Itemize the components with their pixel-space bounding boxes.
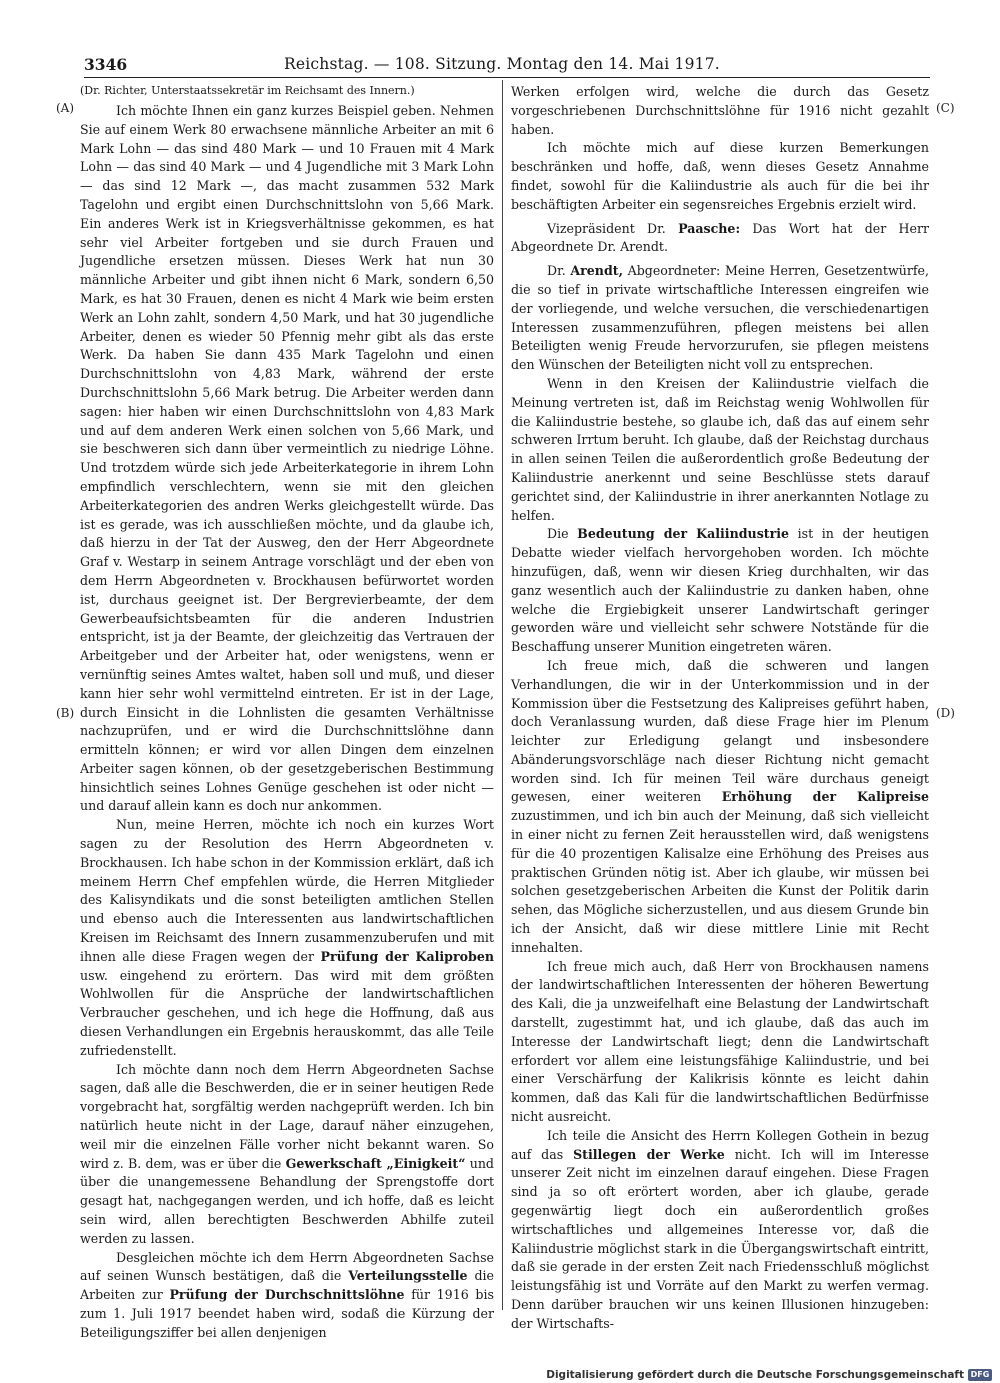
paragraph <box>80 816 494 1060</box>
paragraph-text: Ich möchte dann noch dem Herrn Abgeordneten Sachse sagen, daß alle die Beschwerden, die er in seiner heutigen Rede vorgebracht hat, sorgfältig werden nachgeprüft werden. Ich bin natürlich heute nicht in der Lage, darauf näher einzugehen, weil mir die einzelnen Fälle vorher nicht bekannt waren. So wird z. B. dem, was er über die <box>80 1061 494 1171</box>
page-number: 3346 <box>84 55 128 74</box>
margin-mark-b: (B) <box>56 706 75 720</box>
paragraph-text: Das Wort hat der Herr Abgeordnete Dr. Arendt. <box>511 220 929 255</box>
speaker-note: (Dr. Richter, Unterstaatssekretär im Reichsamt des Innern.) <box>80 84 415 97</box>
paragraph <box>511 220 929 258</box>
margin-mark-a: (A) <box>56 101 75 115</box>
paragraph: Wenn in den Kreisen der Kaliindustrie vielfach die Meinung vertreten ist, daß im Reichstag wenig Wohlwollen für die Kaliindustrie bestehe, so glaube ich, daß das auf einem sehr schweren Irrtum beruht. Ich glaube, daß der Reichstag durchaus in allen seinen Teilen die außerordentlich große Bedeutung der Kaliindustrie anerkennt und seine Beschlüsse stets darauf gerichtet sind, der Kaliindustrie in ihrer anerkannten Notlage zu helfen. <box>511 375 929 523</box>
paragraph <box>511 1127 929 1334</box>
page-header <box>84 55 930 75</box>
speaker-name: Paasche: <box>678 220 741 236</box>
paragraph: Werken erfolgen wird, welche die durch das Gesetz vorgeschriebenen Durchschnittslöhne für 1916 nicht gezahlt haben. <box>511 84 929 137</box>
paragraph-text: usw. eingehend zu erörtern. Das wird mit dem größten Wohlwollen für die Ansprüche der landwirtschaftlichen Verbraucher geschehen, und ich hege die Hoffnung, daß aus diesen Verhandlungen ein Ergebnis herauskommt, das alle Teile zufriedenstellt. <box>80 967 494 1058</box>
paragraph-text: Ich freue mich, daß die schweren und langen Verhandlungen, die wir in der Unterkommission und in der Kommission über die Festsetzung des Kalipreises geführt haben, doch Veranlassung wurden, daß diese Frage hier im Plenum leichter zur Erledigung gelangt und insbesondere Abänderungsvorschläge nach dieser Richtung nicht gemacht worden sind. Ich für meinen Teil wäre durchaus geneigt gewesen, einer weiteren <box>511 657 929 805</box>
paragraph <box>511 262 929 375</box>
running-title: Reichstag. — 108. Sitzung. Montag den 14. Mai 1917. <box>284 55 720 73</box>
header-rule <box>84 77 930 78</box>
footer-text: Digitalisierung gefördert durch die Deutsche Forschungsgemeinschaft <box>546 1369 964 1381</box>
paragraph-text: ist in der heutigen Debatte wieder vielfach hervorgehoben worden. Ich möchte hinzufügen, daß, wenn wir diesen Krieg durchhalten, wir das ganz wesentlich auch der Kaliindustrie zu danken haben, ohne welche die Ergiebigkeit unserer Landwirtschaft geringer geworden wäre und vielleicht sehr schwere Notstände für die Beschaffung unserer Munition eingetreten wären. <box>511 526 929 655</box>
paragraph <box>511 525 929 657</box>
paragraph: Ich freue mich auch, daß Herr von Brockhausen namens der landwirtschaftlichen Interessenten der höheren Bewertung des Kali, die ja unzweifelhaft eine Belastung der Landwirtschaft darstellt, zugestimmt hat, und ich glaube, daß das auch im Interesse der Landwirtschaft liegt; denn die Landwirtschaft erfordert vor allem eine leistungsfähige Kaliindustrie, und bei einer Verschärfung der Kalikrisis könnte es leicht dahin kommen, daß das Kali für die landwirtschaftlichen Bedürfnisse nicht ausreicht. <box>511 958 929 1125</box>
paragraph-text: Desgleichen möchte ich dem Herrn Abgeordneten Sachse auf seinen Wunsch bestätigen, daß die <box>80 1249 494 1284</box>
paragraph-text: Die <box>547 526 569 542</box>
right-column <box>511 83 929 1334</box>
paragraph-text: für 1916 bis zum 1. Juli 1917 beendet haben wird, sodaß die Kürzung der Beteiligungsziffer bei allen denjenigen <box>80 1287 494 1340</box>
paragraph-text: zuzustimmen, und ich bin auch der Meinung, daß sich vielleicht in einer nicht zu fernen Zeit herausstellen wird, daß wenigstens für die 40 prozentigen Kalisalze eine Erhöhung des Preises aus praktischen Gründen nötig ist. Aber ich glaube, wir müssen bei solchen gesetzgeberischen Arbeiten die Kunst der Politik darin sehen, das Mögliche sicherzustellen, und aus diesem Grunde bin ich der Ansicht, daß wir diese mittlere Linie mit Recht innehalten. <box>511 808 929 955</box>
emphasis-text: Prüfung der Durchschnittslöhne <box>169 1287 405 1303</box>
paragraph <box>80 1061 494 1249</box>
paragraph: Ich möchte Ihnen ein ganz kurzes Beispiel geben. Nehmen Sie auf einem Werk 80 erwachsene männliche Arbeiter an mit 6 Mark Lohn — das sind 480 Mark — und 10 Frauen mit 4 Mark Lohn — das sind 40 Mark — und 4 Jugendliche mit 3 Mark Lohn — das sind 12 Mark —, das macht zusammen 532 Mark Tagelohn und ergibt einen Durchschnittslohn von 5,66 Mark. Ein anderes Werk ist in Kriegsverhältnisse gekommen, es hat sehr viel Arbeiter fortgeben und sie durch Frauen und Jugendliche ersetzen müssen. Dieses Werk hat nun 30 männliche Arbeiter und gibt ihnen nicht 6 Mark, sondern 6,50 Mark, es hat 30 Frauen, denen es nicht 4 Mark wie beim ersten Werk an Lohn zahlt, sondern 4,50 Mark, und hat 30 jugendliche Arbeiter, denen es wieder 50 Pfennig mehr gibt als das erste Werk. Da haben Sie dann 435 Mark Tagelohn und einen Durchschnittslohn von 4,83 Mark, während der erste Durchschnittslohn 5,66 Mark betrug. Die Arbeiter werden dann sagen: hier haben wir einen Durchschnittslohn von 4,83 Mark und auf dem anderen Werk einen solchen von 5,66 Mark, und sie beschweren sich dann über vermeintlich zu niedrige Löhne. Und trotzdem würde sich jede Arbeiterkategorie in ihrem Lohn empfindlich verschlechtern, wenn sie mit den gleichen Arbeiterkategorien des andren Werks gleichgestellt würde. Das ist es gerade, was ich ausschließen möchte, und da glaube ich, daß hierzu in der Tat der Ausweg, den der Herr Abgeordnete Graf v. Westarp in seinem Antrage vorschlägt und der eben von dem Herrn Abgeordneten v. Brockhausen befürwortet worden ist, durchaus geeignet ist. Der Bergrevierbeamte, der dem Gewerbeaufsichtsbeamten für die anderen Industrien entspricht, ist ja der Beamte, der gleichzeitig das Vertrauen der Arbeitgeber und der Arbeiter hat, oder wenigstens, wenn er vernünftig seines Amtes waltet, haben soll und muß, und dieser kann hier sehr wohl vermittelnd eintreten. Er ist in der Lage, durch Einsicht in die Lohnlisten die gesamten Verhältnisse nachzuprüfen, und er wird die Durchschnittslöhne dann ermitteln können; er wird vor allen Dingen dem einzelnen Arbeiter sagen können, ob der gesetzgeberischen Bestimmung hinsichtlich seines Lohnes Genüge geschehen ist oder nicht — und darauf allein kann es doch nur ankommen. <box>80 103 494 814</box>
column-divider <box>502 80 503 1310</box>
emphasis-text: Stillegen der Werke <box>573 1146 725 1162</box>
emphasis-text: Bedeutung der Kaliindustrie <box>577 526 790 542</box>
emphasis-text: Erhöhung der Kalipreise <box>721 789 929 805</box>
emphasis-text: Verteilungsstelle <box>348 1268 468 1284</box>
dfg-logo-icon: DFG <box>968 1369 992 1381</box>
paragraph <box>80 1249 494 1343</box>
paragraph <box>511 657 929 958</box>
margin-mark-c: (C) <box>936 101 955 115</box>
paragraph: Ich möchte mich auf diese kurzen Bemerkungen beschränken und hoffe, daß, wenn dieses Gesetz Annahme findet, sowohl für die Kaliindustrie als auch für die bei ihr beschäftigten Arbeiter ein segensreiches Ergebnis erzielt wird. <box>511 140 929 212</box>
left-column <box>80 83 494 1343</box>
paragraph-text: die Arbeiten zur <box>80 1268 494 1303</box>
emphasis-text: Prüfung der Kaliproben <box>320 948 494 964</box>
paragraph-text: Vizepräsident Dr. <box>547 220 666 236</box>
paragraph-text: Abgeordneter: Meine Herren, Gesetzentwürfe, die so tief in private wirtschaftliche Interessen eingreifen wie der vorliegende, und welche versuchen, die verschiedenartigen Interessen zusammenzuführen, pflegen meistens bei allen Beteiligten wenig Freude hervorzurufen, sie pflegen meistens den Wünschen der Beteiligten nicht voll zu entsprechen. <box>511 263 929 373</box>
paragraph-text: Ich teile die Ansicht des Herrn Kollegen Gothein in bezug auf das <box>511 1127 929 1162</box>
margin-mark-d: (D) <box>936 706 955 720</box>
paragraph-text: nicht. Ich will im Interesse unserer Zeit nicht im einzelnen darauf eingehen. Diese Fragen sind ja so oft erörtert worden, aber ich glaube, gerade gegenwärtig liegt doch ein außerordentlich großes wirtschaftliches und allgemeines Interesse vor, daß die Kaliindustrie möglichst stark in die Übergangswirtschaft eintritt, daß sie gerade in der ersten Zeit nach Friedensschluß möglichst leistungsfähig ist und Vorräte auf den Markt zu werfen vermag. Denn darüber brauchen wir uns keinen Illusionen hinzugeben: der Wirtschafts- <box>511 1146 929 1331</box>
emphasis-text: Gewerkschaft „Einigkeit“ <box>285 1155 466 1171</box>
speaker-name: Arendt, <box>570 263 623 279</box>
paragraph-text: und über die unangemessene Behandlung der Sprengstoffe dort gesagt hat, nachgegangen werden, und ich hoffe, daß es leicht sein wird, allen berechtigten Beschwerden Abhilfe zuteil werden zu lassen. <box>80 1155 494 1246</box>
paragraph-text: Nun, meine Herren, möchte ich noch ein kurzes Wort sagen zu der Resolution des Herrn Abgeordneten v. Brockhausen. Ich habe schon in der Kommission erklärt, daß ich meinem Herrn Chef empfehlen würde, die Herren Mitglieder des Kalisyndikats und die sonst beteiligten amtlichen Stellen und ebenso auch die Interessenten aus landwirtschaftlichen Kreisen im Reichsamt des Innern zusammenzuberufen und mit ihnen alle diese Fragen wegen der <box>80 817 494 964</box>
digitization-footer <box>546 1368 992 1382</box>
paragraph-text: Dr. <box>547 263 566 279</box>
